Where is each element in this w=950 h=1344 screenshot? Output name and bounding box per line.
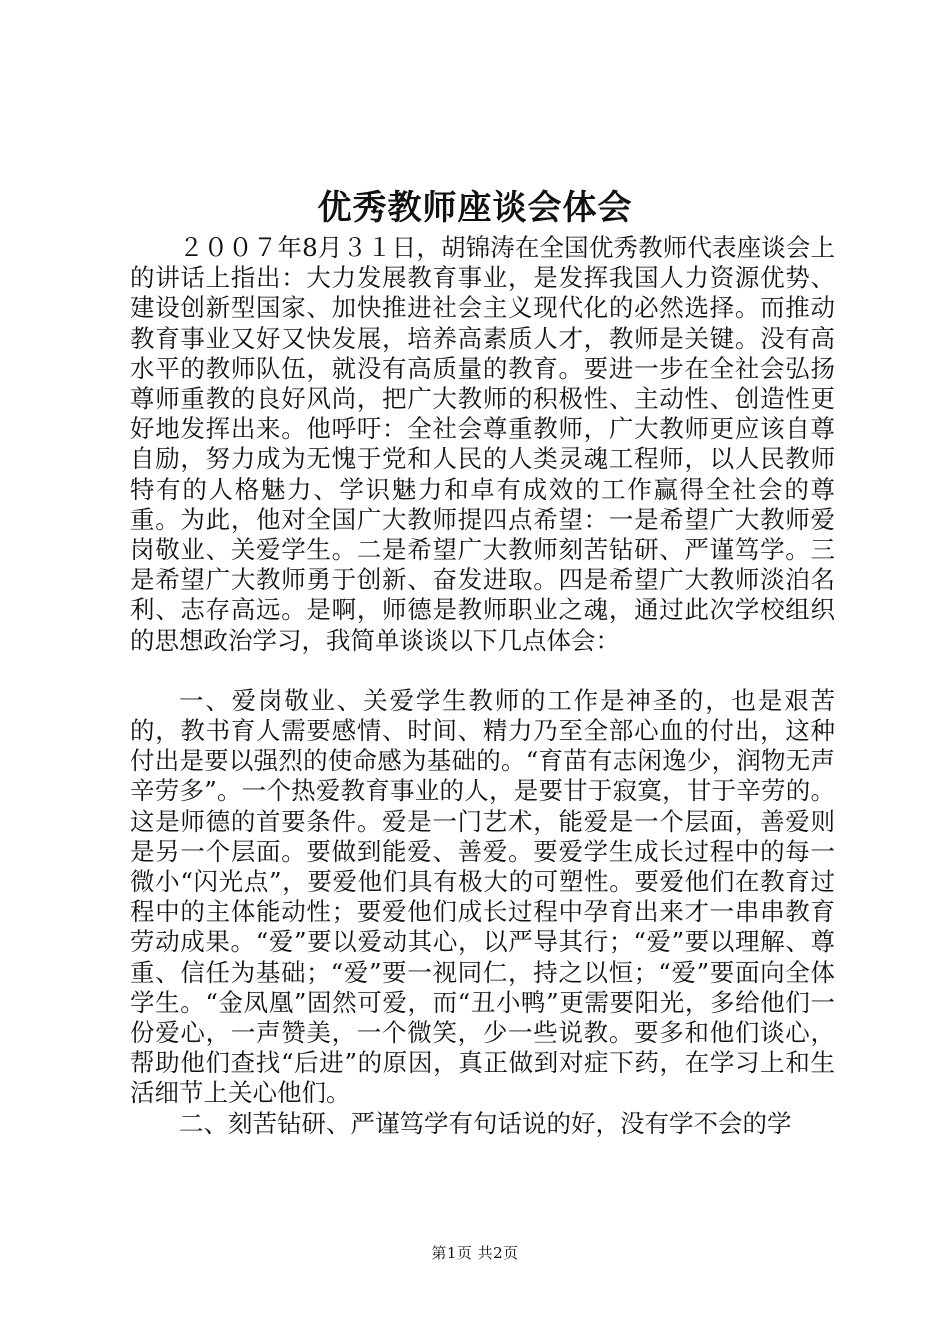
paragraph-section-one: 一、爱岗敬业、关爱学生教师的工作是神圣的，也是艰苦的，教书育人需要感情、时间、精力乃至全部心血的付出，这种付出是要以强烈的使命感为基础的。“育苗有志闲逸少，润物无声辛劳多”。一个热爱教育事业的人，是要甘于寂寞，甘于辛劳的。这是师德的首要条件。爱是一门艺术，能爱是一个层面，善爱则是另一个层面。要做到能爱、善爱。要爱学生成长过程中的每一微小“闪光点”，要爱他们具有极大的可塑性。要爱他们在教育过程中的主体能动性；要爱他们成长过程中孕育出来才一串串教育劳动成果。“爱”要以爱动其心，以严导其行；“爱”要以理解、尊重、信任为基础；“爱”要一视同仁，持之以恒；“爱”要面向全体学生。“金凤凰”固然可爱，而“丑小鸭”更需要阳光，多给他们一份爱心，一声赞美，一个微笑，少一些说教。要多和他们谈心，帮助他们查找“后进”的原因，真正做到对症下药，在学习上和生活细节上关心他们。 bbox=[130, 685, 835, 1108]
document-title: 优秀教师座谈会体会 bbox=[317, 188, 633, 228]
paragraph-spacer bbox=[130, 656, 835, 686]
page-footer: 第1页 共2页 bbox=[431, 1244, 519, 1262]
document-body bbox=[130, 233, 835, 1139]
paragraph-section-two: 二、刻苦钻研、严谨笃学有句话说的好，没有学不会的学 bbox=[179, 1108, 792, 1138]
paragraph-intro: ２００７年8月３１日，胡锦涛在全国优秀教师代表座谈会上的讲话上指出：大力发展教育事业，是发挥我国人力资源优势、建设创新型国家、加快推进社会主义现代化的必然选择。而推动教育事业又好又快发展，培养高素质人才，教师是关键。没有高水平的教师队伍，就没有高质量的教育。要进一步在全社会弘扬尊师重教的良好风尚，把广大教师的积极性、主动性、创造性更好地发挥出来。他呼吁：全社会尊重教师，广大教师更应该自尊自励，努力成为无愧于党和人民的人类灵魂工程师，以人民教师特有的人格魅力、学识魅力和卓有成效的工作赢得全社会的尊重。为此，他对全国广大教师提四点希望：一是希望广大教师爱岗敬业、关爱学生。二是希望广大教师刻苦钻研、严谨笃学。三是希望广大教师勇于创新、奋发进取。四是希望广大教师淡泊名利、志存高远。是啊，师德是教师职业之魂，通过此次学校组织的思想政治学习，我简单谈谈以下几点体会： bbox=[130, 233, 835, 655]
